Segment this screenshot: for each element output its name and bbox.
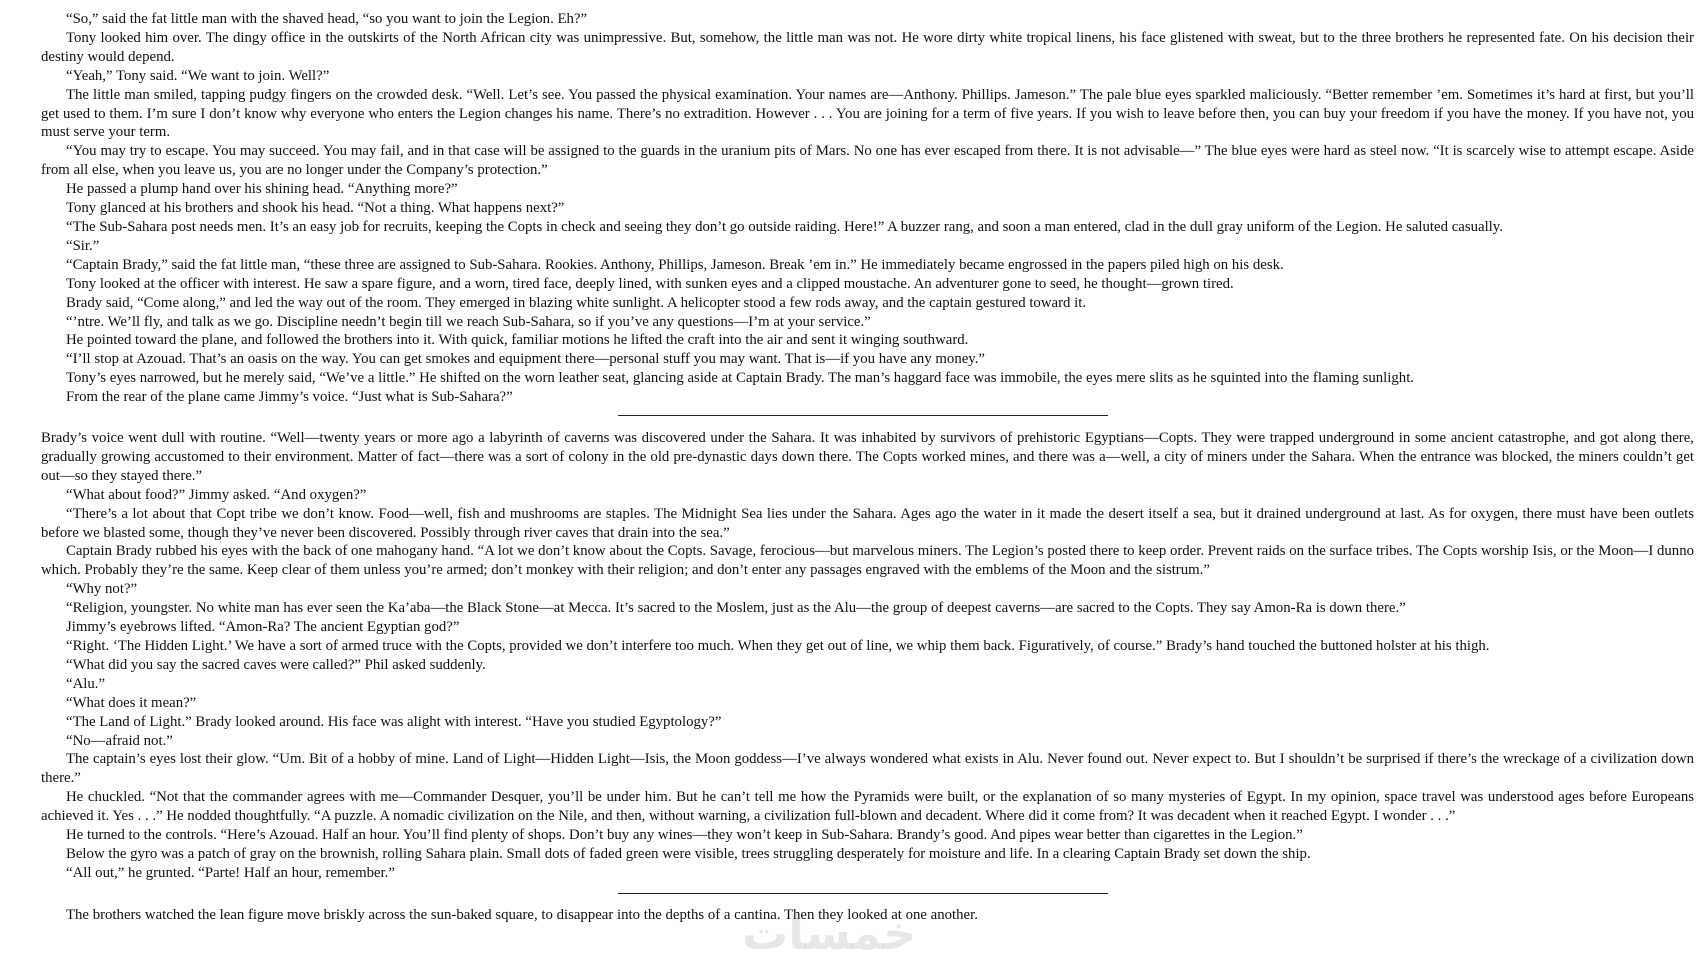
paragraph: “You may try to escape. You may succeed. You may fail, and in that case will be assigned to the guards in the uranium pits of Mars. No one has ever escaped from there. It is not advisable—” The blue eyes were hard as steel now. “It is scarcely wise to attempt escape. Aside from all else, when you leave us, you are no longer under the Company’s protection.”: [41, 143, 1694, 179]
paragraph: “Religion, youngster. No white man has ever seen the Ka’aba—the Black Stone—at Mecca. It’s sacred to the Moslem, just as the Alu—the group of deepest caverns—are sacred to the Copts. They say Amon-Ra is down there.”: [66, 600, 1406, 617]
paragraph: Tony looked him over. The dingy office in the outskirts of the North African city was unimpressive. But, somehow, the little man was not. He wore dirty white tropical linens, his face glistened with sweat, but to the three brothers he represented fate. On his decision their destiny would depend.: [41, 29, 1694, 65]
paragraph: “I’ll stop at Azouad. That’s an oasis on the way. You can get smokes and equipment there—personal stuff you may want. That is—if you have any money.”: [66, 351, 985, 368]
paragraph: Tony’s eyes narrowed, but he merely said, “We’ve a little.” He shifted on the worn leather seat, glancing aside at Captain Brady. The man’s haggard face was immobile, the eyes mere slits as he squinted into the flaming sunlight.: [66, 370, 1415, 387]
paragraph: He passed a plump hand over his shining head. “Anything more?”: [66, 181, 458, 198]
paragraph: Tony glanced at his brothers and shook his head. “Not a thing. What happens next?”: [66, 200, 565, 217]
paragraph: “The Land of Light.” Brady looked around. His face was alight with interest. “Have you studied Egyptology?”: [66, 713, 722, 730]
paragraph: Captain Brady rubbed his eyes with the back of one mahogany hand. “A lot we don’t know about the Copts. Savage, ferocious—but marvelous miners. The Legion’s posted there to keep order. Prevent raids on the surface tribes. The Copts worship Isis, or the Moon—I dunno which. Probably they’re the same. Keep clear of them unless you’re armed; don’t monkey with their religion; and don’t enter any passages engraved with the emblems of the Moon and the sistrum.”: [41, 543, 1694, 579]
paragraph: Brady said, “Come along,” and led the way out of the room. They emerged in blazing white sunlight. A helicopter stood a few rods away, and the captain gestured toward it.: [66, 294, 1087, 311]
paragraph: “No—afraid not.”: [66, 732, 173, 749]
paragraph: Tony looked at the officer with interest. He saw a spare figure, and a worn, tired face, deeply lined, with sunken eyes and a clipped moustache. An adventurer gone to seed, he thought—grown tired.: [66, 275, 1234, 292]
paragraph: “What did you say the sacred caves were called?” Phil asked suddenly.: [66, 656, 486, 673]
paragraph: “All out,” he grunted. “Parte! Half an hour, remember.”: [66, 864, 395, 881]
paragraph: “Right. ‘The Hidden Light.’ We have a sort of armed truce with the Copts, provided we don’t interfere too much. When they get out of line, we whip them back. Figuratively, of course.” Brady’s hand touched the buttoned holster at his thigh.: [66, 638, 1490, 654]
paragraph: “The Sub-Sahara post needs men. It’s an easy job for recruits, keeping the Copts in check and seeing they don’t go outside raiding. Here!” A buzzer rang, and soon a man entered, clad in the dull gray uniform of the Legion. He saluted casually.: [66, 218, 1503, 235]
paragraph: He pointed toward the plane, and followed the brothers into it. With quick, familiar motions he lifted the craft into the air and sent it winging southward.: [66, 332, 969, 349]
paragraph: The little man smiled, tapping pudgy fingers on the crowded desk. “Well. Let’s see. You passed the physical examination. Your names are—Anthony. Phillips. Jameson.” The pale blue eyes sparkled maliciously. “Better remember ’em. Sometimes it’s hard at first, but you’ll get used to them. I’m sure I don’t know why everyone who enters the Legion changes his name. There’s no extradition. However . . . You are joining for a term of five years. If you wish to leave before then, you can buy your freedom if you have the money. If you have not, you must serve your term.: [41, 86, 1694, 141]
text-section-2: [41, 429, 1694, 883]
paragraph: “Alu.”: [66, 675, 106, 692]
section-divider: [618, 415, 1108, 416]
paragraph: “’ntre. We’ll fly, and talk as we go. Discipline needn’t begin till we reach Sub-Sahara, so if you’ve any questions—I’m at your service.”: [66, 313, 871, 330]
paragraph: He chuckled. “Not that the commander agrees with me—Commander Desquer, you’ll be under him. But he can’t tell me how the Pyramids were built, or the explanation of so many mysteries of Egypt. In my opinion, space travel was understood ages before Europeans achieved it. Yes . . .” He nodded thoughtfully. “A puzzle. A nomadic civilization on the Nile, and then, without warning, a civilization full-blown and decadent. Where did it come from? It was decadent when it reached Egypt. I wonder . . .”: [41, 789, 1694, 825]
paragraph: “Yeah,” Tony said. “We want to join. Well?”: [66, 67, 330, 84]
paragraph: “There’s a lot about that Copt tribe we don’t know. Food—well, fish and mushrooms are staples. The Midnight Sea lies under the Sahara. Ages ago the water in it made the desert itself a sea, but it drained underground at last. As for oxygen, there must have been outlets before we blasted some, though they’ve never been discovered. Possibly through river caves that drain into the sea.”: [41, 505, 1694, 541]
paragraph: He turned to the controls. “Here’s Azouad. Half an hour. You’ll find plenty of shops. Don’t buy any wines—they won’t keep in Sub-Sahara. Brandy’s good. And pipes wear better than cigarettes in the Legion.”: [66, 827, 1303, 844]
watermark-logo: خمسات: [742, 906, 917, 960]
paragraph: “Why not?”: [66, 581, 138, 598]
section-divider: [618, 893, 1108, 894]
paragraph: The captain’s eyes lost their glow. “Um. Bit of a hobby of mine. Land of Light—Hidden Light—Isis, the Moon goddess—I’ve always wondered what exists in Alu. Never found out. Never expect to. But I shouldn’t be surprised if there’s the wreckage of a civilization down there.”: [41, 751, 1694, 787]
document-page: [41, 10, 1694, 925]
paragraph: “Captain Brady,” said the fat little man, “these three are assigned to Sub-Sahara. Rookies. Anthony, Phillips, Jameson. Break ’em in.” He immediately became engrossed in the papers piled high on his desk.: [66, 256, 1284, 273]
paragraph: “What does it mean?”: [66, 694, 197, 711]
paragraph: The brothers watched the lean figure move briskly across the sun-baked square, to disappear into the depths of a cantina. Then they looked at one another.: [66, 906, 978, 923]
paragraph: “Sir.”: [66, 237, 100, 254]
paragraph: Below the gyro was a patch of gray on the brownish, rolling Sahara plain. Small dots of faded green were visible, trees struggling desperately for moisture and life. In a clearing Captain Brady set down the ship.: [66, 845, 1311, 862]
paragraph: “So,” said the fat little man with the shaved head, “so you want to join the Legion. Eh?”: [66, 11, 588, 27]
text-section-1: [41, 10, 1694, 407]
paragraph: From the rear of the plane came Jimmy’s voice. “Just what is Sub-Sahara?”: [66, 389, 513, 406]
paragraph: Jimmy’s eyebrows lifted. “Amon-Ra? The ancient Egyptian god?”: [66, 619, 460, 636]
paragraph: Brady’s voice went dull with routine. “Well—twenty years or more ago a labyrinth of caverns was discovered under the Sahara. It was inhabited by survivors of prehistoric Egyptians—Copts. They were trapped underground in some ancient catastrophe, and got along there, gradually growing accustomed to their environment. Matter of fact—there was a sort of colony in the old pre-dynastic days down there. The Copts worked mines, and there was a—well, a city of miners under the Sahara. When the entrance was blocked, the miners couldn’t get out—so they stayed there.”: [41, 430, 1694, 484]
paragraph: “What about food?” Jimmy asked. “And oxygen?”: [66, 486, 367, 503]
